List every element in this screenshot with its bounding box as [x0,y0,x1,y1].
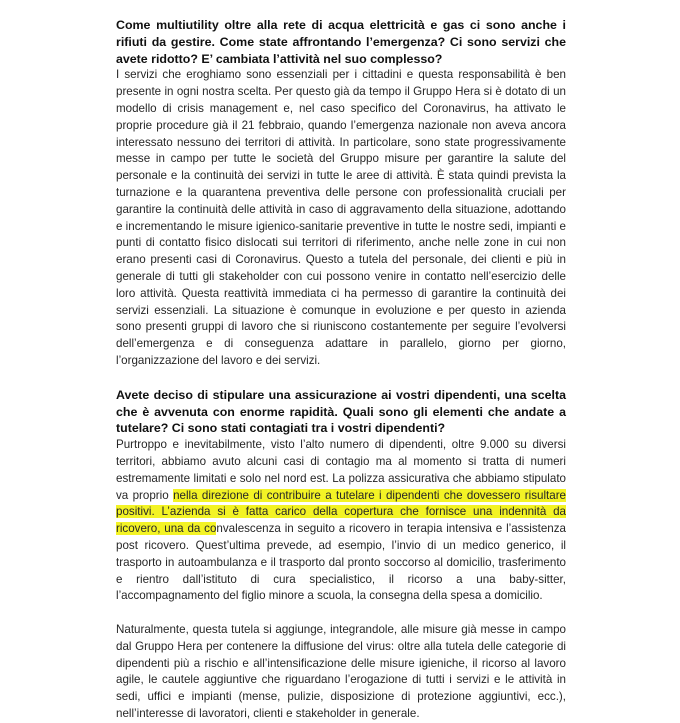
question-2: Avete deciso di stipulare una assicurazione ai vostri dipendenti, una scelta che è avvenuta con enorme rapidità. Quali sono gli elementi che andate a tutelare? Ci sono stati contagiati tra i vostri dipendenti? [116,387,566,436]
section-spacer [116,370,566,387]
paragraph-spacer [116,605,566,622]
answer-2-before: Purtroppo e inevitabilmente, visto l’alto numero di dipendenti, oltre 9.000 su diversi territori, abbiamo avuto alcuni casi di contagio ma al momento si tratta di numeri estremamente limitati e solo nel nord est. La polizza assicurativa che abbiamo stipulato va proprio [116,438,566,502]
highlighted-text: nella direzione di contribuire a tutelare i dipendenti che dovessero risultare positivi. L’azienda si è fatta carico della copertura che fornisce una indennità da ricovero, una da co [116,488,566,536]
answer-1: I servizi che eroghiamo sono essenziali per i cittadini e questa responsabilità è ben presente in ogni nostra scelta. Per questo già da tempo il Gruppo Hera si è dotato di un modello di crisis management e, nel caso specifico del Coronavirus, ha attivato le proprie procedure già il 21 febbraio, quando l’emergenza nazionale non aveva ancora interessato nessuno dei territori di attività. In particolare, sono state progressivamente messe in campo per tutte le società del Gruppo misure per garantire la salute del personale e la continuità dei servizi in tutte le aree di attività. È stata quindi prevista la turnazione e la quarantena preventiva delle persone con professionalità cruciali per garantire la continuità delle attività in caso di aggravamento della situazione, adottando e incrementando le misure igienico-sanitarie preventive in tutte le nostre sedi, impianti e punti di contatto fisico dislocati sui territori di riferimento, anche nelle zone in cui non erano presenti casi di Coronavirus. Questo a tutela del personale, dei clienti e più in generale di tutti gli stakeholder con cui possono venire in contatto nell’esercizio delle loro attività. Questa reattività immediata ci ha permesso di garantire la continuità dei servizi essenziali. La situazione è comunque in evoluzione e per questo in azienda sono presenti gruppi di lavoro che si riuniscono costantemente per seguire l’evolversi dell’emergenza e di conseguenza adattare in parallelo, giorno per giorno, l’organizzazione del lavoro e dei servizi. [116,68,566,367]
answer-3: Naturalmente, questa tutela si aggiunge, integrandole, alle misure già messe in campo dal Gruppo Hera per contenere la diffusione del virus: oltre alla tutela delle categorie di dipendenti più a rischio e all’intensificazione delle misure igieniche, il ricorso al lavoro agile, le cautele aggiuntive che riguardano l’erogazione di tutti i servizi e le attività in sedi, uffici e impianti (mense, pulizie, disposizione di protezione aggiuntivi, ecc.), nell’interesse di lavoratori, clienti e stakeholder in generale. [116,623,566,721]
answer-2-after: nvalescenza in seguito a ricovero in terapia intensiva e l’assistenza post ricovero. Quest’ultima prevede, ad esempio, l’invio di un medico generico, il trasporto in autoambulanza e il trasporto dal pronto soccorso al domicilio, trasferimento e rientro dall’istituto di cura specialistico, il ricorso a una baby-sitter, l’accompagnamento del figlio minore a scuola, la consegna della spesa a domicilio. [116,522,566,603]
question-1: Come multiutility oltre alla rete di acqua elettricità e gas ci sono anche i rifiuti da gestire. Come state affrontando l’emergenza? Ci sono servizi che avete ridotto? E’ cambiata l’attività nel suo complesso? [116,18,566,66]
document-page [116,17,566,723]
answer-2 [116,437,566,605]
